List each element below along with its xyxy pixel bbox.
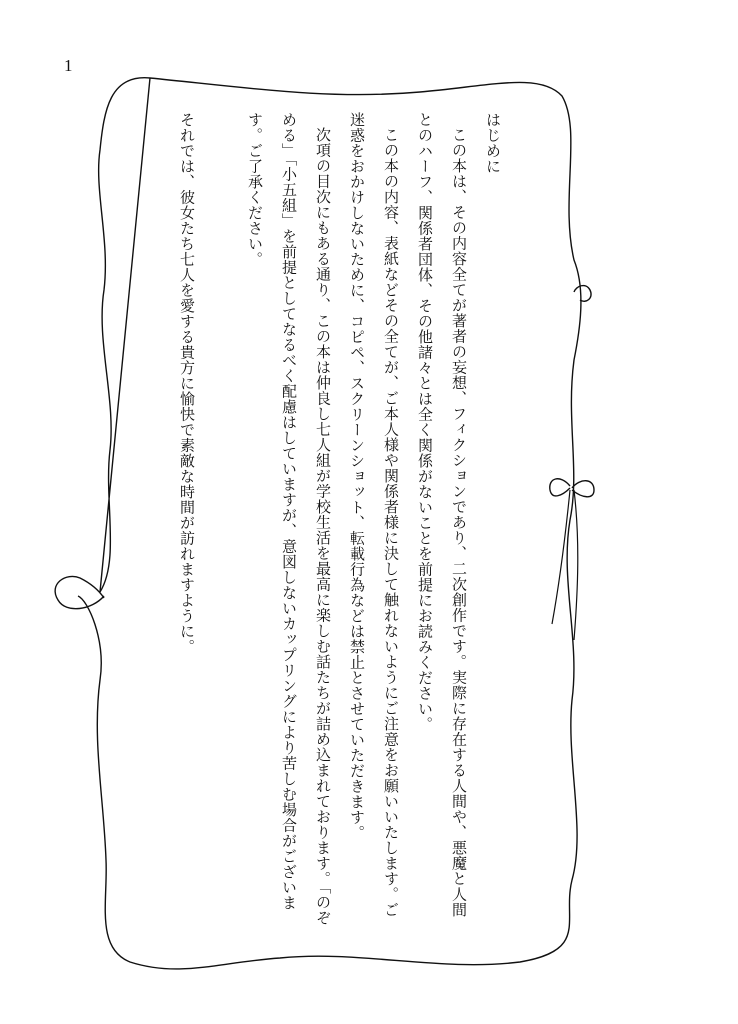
paragraph-disclaimer: この本は、その内容全てが著者の妄想、フィクションであり、二次創作です。実際に存在する人間や、悪魔と人間とのハーフ、関係者団体、その他諸々とは全く関係がないことを前提にお読みください。 — [416, 112, 468, 918]
page-number: 1 — [64, 56, 73, 75]
body-text — [168, 112, 510, 932]
top-right-loop — [574, 286, 591, 302]
left-loop — [55, 576, 104, 608]
paragraph-request: この本の内容、表紙などその全てが、ご本人様や関係者様に決して触れないようにご注意をお願いいたします。ご迷惑をおかけしないために、コピペ、スクリーンショット、転載行為などは禁止とさせていただきます。 — [348, 112, 400, 918]
paragraph-contents: 次項の目次にもある通り、この本は仲良し七人組が学校生活を最高に楽しむ話たちが詰め込まれております。「のぞめる」「小五組」を前提としてなるべく配慮はしていますが、意図しないカップリングにより苦しむ場合がございます。ご了承ください。 — [246, 112, 332, 926]
bow-tail-right — [574, 490, 578, 640]
bow-left — [550, 479, 570, 496]
blank-line — [204, 112, 238, 932]
bow-right — [572, 481, 594, 497]
paragraph-closing: それでは、彼女たち七人を愛する貴方に愉快で素敵な時間が訪れますように。 — [178, 112, 196, 655]
heading: はじめに — [484, 112, 502, 174]
